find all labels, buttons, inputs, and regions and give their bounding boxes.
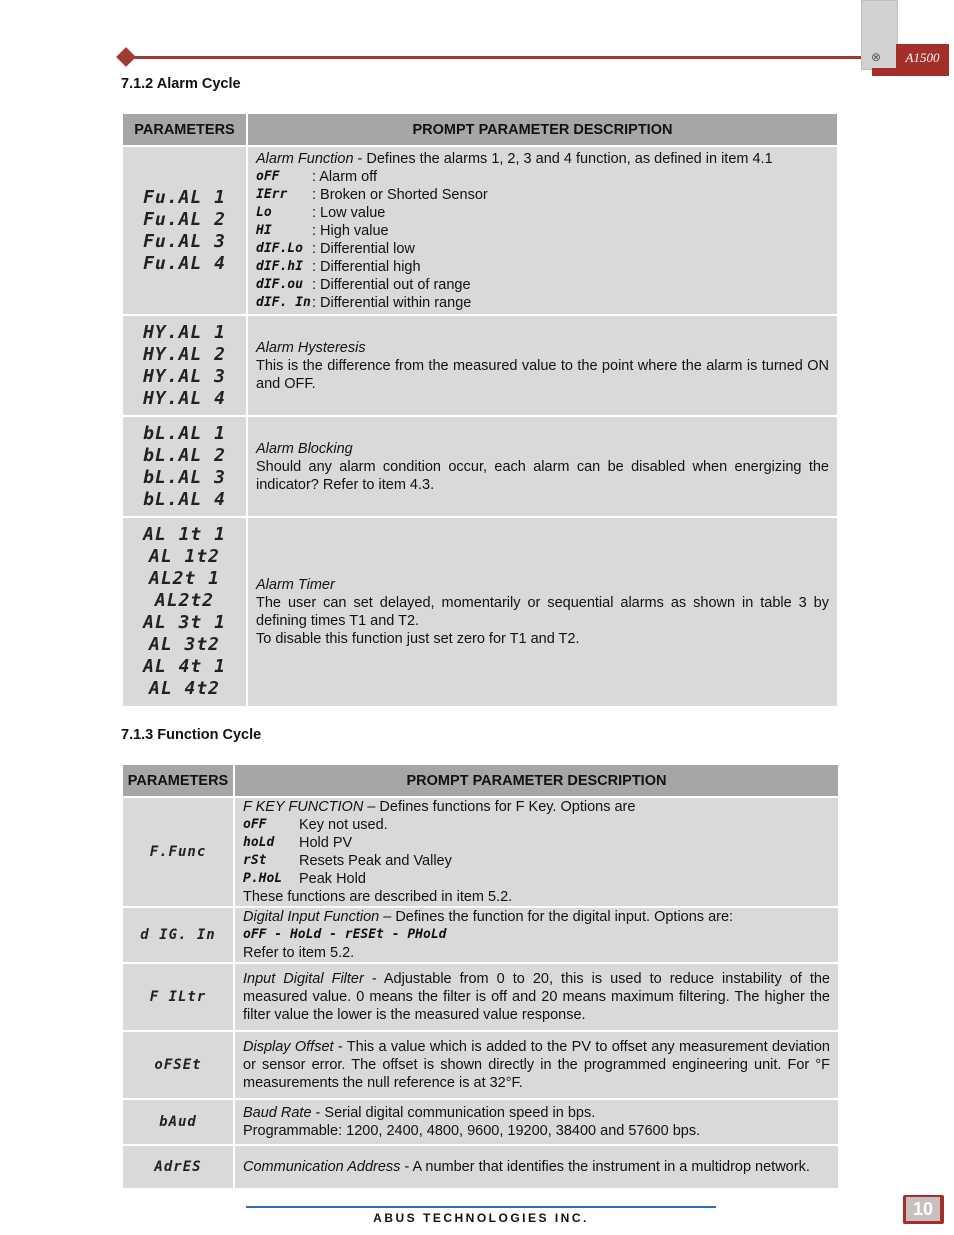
option-desc: : Differential out of range xyxy=(312,276,471,293)
option-code: dIF.ou xyxy=(256,276,303,292)
param-code: HY.AL 4 xyxy=(143,387,226,409)
option-row xyxy=(243,852,830,870)
function-cycle-table xyxy=(121,763,840,1190)
table-row xyxy=(123,518,837,706)
option-row xyxy=(256,294,829,312)
desc-text: - Adjustable from 0 to 20, this is used to reduce instability of the measured value. 0 means the filter is off and 20 means maximum filtering. The higher the filter value the lower is the measured value response. xyxy=(243,971,830,1023)
option-desc: Key not used. xyxy=(299,817,388,833)
col-header-parameters: PARAMETERS xyxy=(123,114,246,145)
param-code: AL2t2 xyxy=(154,590,215,611)
description-cell xyxy=(235,964,838,1030)
option-code: dIF.Lo xyxy=(256,240,303,256)
option-code: hoLd xyxy=(243,835,275,850)
option-code: oFF xyxy=(256,168,280,184)
table-row xyxy=(123,316,837,415)
param-code: F ILtr xyxy=(149,989,207,1005)
param-code: bAud xyxy=(159,1114,197,1130)
table-row xyxy=(123,417,837,516)
param-code: HY.AL 2 xyxy=(143,343,226,365)
param-code: oFSEt xyxy=(154,1057,202,1073)
desc-title: Digital Input Function xyxy=(243,909,380,925)
option-codes: oFF - HoLd - rESEt - PHoLd xyxy=(243,927,447,942)
param-code: Fu.AL 3 xyxy=(143,230,226,252)
description-cell xyxy=(248,417,837,516)
section-title-alarm-cycle: 7.1.2 Alarm Cycle xyxy=(121,76,241,92)
param-code: bL.AL 1 xyxy=(143,422,226,444)
option-row xyxy=(256,258,829,276)
option-row xyxy=(256,186,829,204)
option-code: HI xyxy=(256,222,272,238)
param-code: bL.AL 2 xyxy=(143,444,226,466)
param-cell xyxy=(123,1100,233,1144)
param-code: AL 3t2 xyxy=(148,634,221,655)
desc-text: These functions are described in item 5.2. xyxy=(243,889,513,905)
col-header-description: PROMPT PARAMETER DESCRIPTION xyxy=(248,114,837,145)
option-desc: : Differential low xyxy=(312,240,415,257)
param-code: Fu.AL 1 xyxy=(143,186,226,208)
option-desc: : Broken or Shorted Sensor xyxy=(312,186,488,203)
page-number: 10 xyxy=(906,1197,940,1221)
desc-title: F KEY FUNCTION xyxy=(243,799,364,815)
table-header-row xyxy=(123,765,838,796)
param-code: AL 3t 1 xyxy=(143,612,226,633)
description-cell xyxy=(235,798,838,906)
desc-title: Communication Address xyxy=(243,1159,401,1175)
option-code: dIF. In xyxy=(256,294,311,310)
option-desc: : Differential high xyxy=(312,258,421,275)
param-code: AL 4t2 xyxy=(148,678,221,699)
desc-text: – Defines the function for the digital input. Options are: xyxy=(379,909,734,925)
description-cell xyxy=(248,518,837,706)
desc-text: - Defines the alarms 1, 2, 3 and 4 function, as defined in item 4.1 xyxy=(353,150,773,167)
param-code: bL.AL 3 xyxy=(143,466,226,488)
col-header-parameters: PARAMETERS xyxy=(123,765,233,796)
description-cell xyxy=(248,147,837,314)
option-desc: Resets Peak and Valley xyxy=(299,853,452,869)
header-rule xyxy=(126,56,861,59)
desc-text: - A number that identifies the instrument in a multidrop network. xyxy=(400,1159,810,1175)
param-cell xyxy=(123,908,233,962)
table-row xyxy=(123,1146,838,1188)
option-desc: : High value xyxy=(312,222,389,239)
desc-text: Programmable: 1200, 2400, 4800, 9600, 19200, 38400 and 57600 bps. xyxy=(243,1123,701,1139)
param-cell xyxy=(123,417,246,516)
desc-text: To disable this function just set zero for T1 and T2. xyxy=(256,631,580,647)
option-row xyxy=(256,204,829,222)
option-row xyxy=(243,834,830,852)
crosshair-icon: ⊗ xyxy=(871,50,882,64)
option-desc: : Alarm off xyxy=(312,168,378,185)
option-desc: Peak Hold xyxy=(299,871,366,887)
option-row xyxy=(256,276,829,294)
param-code: F.Func xyxy=(149,844,207,860)
desc-title: Baud Rate xyxy=(243,1105,312,1121)
desc-title: Alarm Blocking xyxy=(256,440,353,457)
desc-text: – Defines functions for F Key. Options are xyxy=(363,799,636,815)
description-cell xyxy=(235,908,838,962)
param-cell xyxy=(123,1032,233,1098)
desc-title: Alarm Function xyxy=(256,150,354,167)
table-row xyxy=(123,1100,838,1144)
option-code: dIF.hI xyxy=(256,258,303,274)
param-code: AL 1t 1 xyxy=(143,524,226,545)
param-code: d IG. In xyxy=(140,927,216,943)
option-row xyxy=(243,816,830,834)
col-header-description: PROMPT PARAMETER DESCRIPTION xyxy=(235,765,838,796)
desc-text: This is the difference from the measured value to the point where the alarm is turned ON and OFF. xyxy=(256,357,829,392)
option-row xyxy=(256,168,829,186)
desc-text: Should any alarm condition occur, each alarm can be disabled when energizing the indicator? Refer to item 4.3. xyxy=(256,458,829,493)
param-cell xyxy=(123,1146,233,1188)
param-cell xyxy=(123,316,246,415)
param-code: Fu.AL 4 xyxy=(143,252,226,274)
description-cell xyxy=(248,316,837,415)
desc-title: Input Digital Filter xyxy=(243,971,364,987)
option-desc: : Differential within range xyxy=(312,294,472,311)
param-cell xyxy=(123,518,246,706)
alarm-cycle-table xyxy=(121,112,839,708)
desc-text: - This a value which is added to the PV to offset any measurement deviation or sensor error. The offset is shown directly in the programmed engineering unit. For °F measurements the null reference is at 32°F. xyxy=(243,1039,830,1091)
table-row xyxy=(123,147,837,314)
option-desc: Hold PV xyxy=(299,835,353,851)
table-header-row xyxy=(123,114,837,145)
param-code: AL 4t 1 xyxy=(143,656,226,677)
footer-company: ABUS TECHNOLOGIES INC. xyxy=(373,1211,589,1225)
desc-text: - Serial digital communication speed in bps. xyxy=(311,1105,596,1121)
option-row xyxy=(256,240,829,258)
param-cell xyxy=(123,964,233,1030)
desc-title: Display Offset xyxy=(243,1039,334,1055)
footer-rule xyxy=(246,1206,716,1208)
header-diamond xyxy=(116,47,136,67)
param-code: HY.AL 1 xyxy=(143,321,226,343)
desc-title: Alarm Timer xyxy=(256,577,335,593)
param-code: AdrES xyxy=(154,1159,202,1175)
option-code: P.HoL xyxy=(243,871,283,886)
description-cell xyxy=(235,1146,838,1188)
option-desc: : Low value xyxy=(312,204,386,221)
description-cell xyxy=(235,1100,838,1144)
model-badge: A1500 xyxy=(896,44,949,74)
param-code: AL 1t2 xyxy=(148,546,221,567)
param-cell xyxy=(123,147,246,314)
option-row xyxy=(243,870,830,888)
option-code: Lo xyxy=(256,204,272,220)
table-row xyxy=(123,798,838,906)
desc-text: The user can set delayed, momentarily or sequential alarms as shown in table 3 by defining times T1 and T2. xyxy=(256,595,829,629)
param-code: bL.AL 4 xyxy=(143,488,226,510)
table-row xyxy=(123,908,838,962)
section-title-function-cycle: 7.1.3 Function Cycle xyxy=(121,727,262,743)
param-code: AL2t 1 xyxy=(148,568,221,589)
param-code: Fu.AL 2 xyxy=(143,208,226,230)
option-code: rSt xyxy=(243,853,267,868)
option-code: IErr xyxy=(256,186,288,202)
table-row xyxy=(123,1032,838,1098)
desc-text: Refer to item 5.2. xyxy=(243,945,355,961)
option-row xyxy=(256,222,829,240)
description-cell xyxy=(235,1032,838,1098)
desc-title: Alarm Hysteresis xyxy=(256,339,366,356)
param-code: HY.AL 3 xyxy=(143,365,226,387)
table-row xyxy=(123,964,838,1030)
option-code: oFF xyxy=(243,817,267,832)
param-cell xyxy=(123,798,233,906)
